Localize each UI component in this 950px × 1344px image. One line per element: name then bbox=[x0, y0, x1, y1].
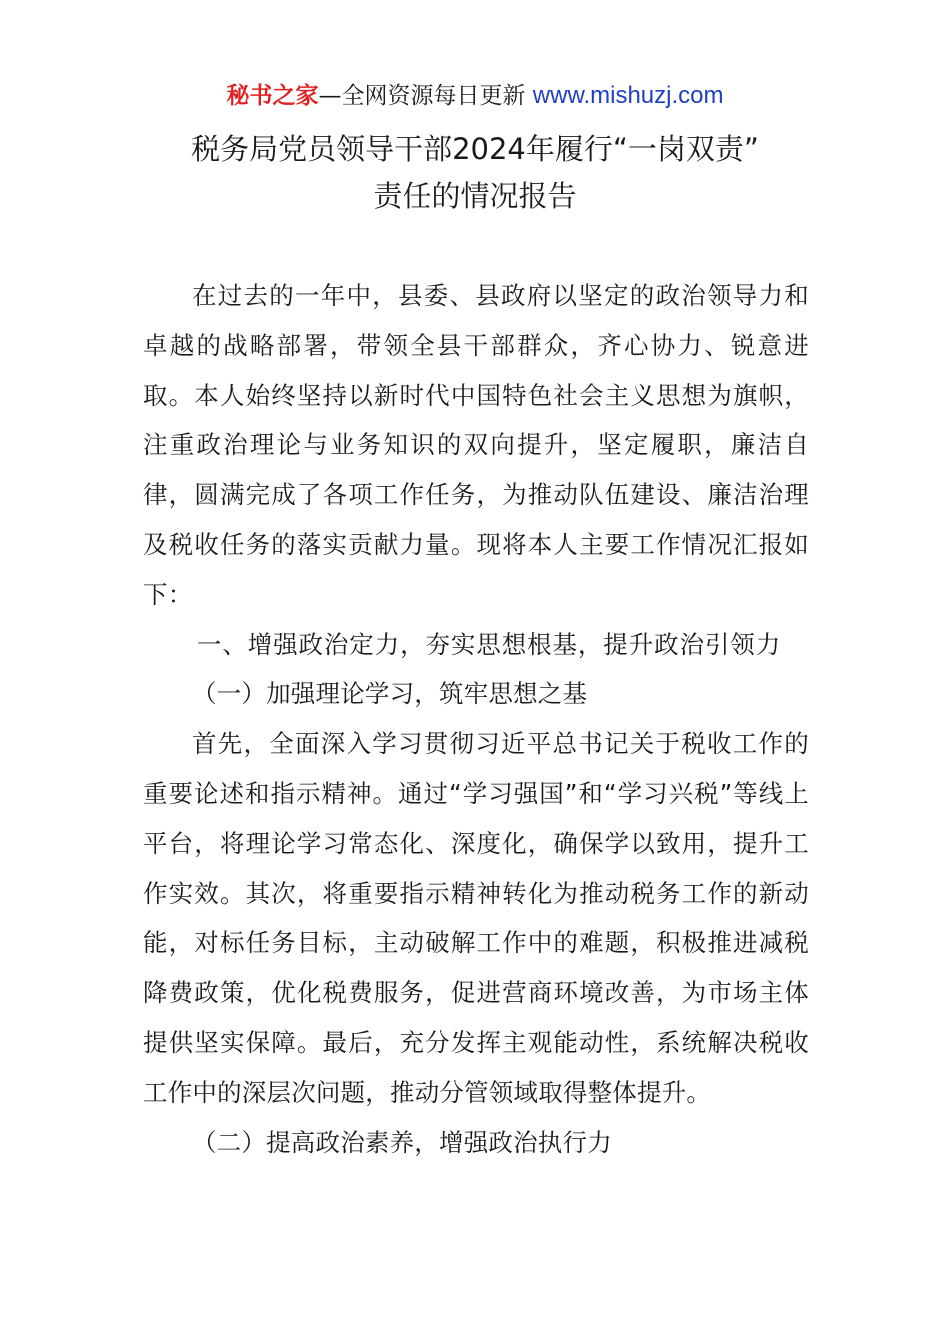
section-heading-1: 一、增强政治定力，夯实思想根基，提升政治引领力 bbox=[196, 629, 782, 659]
document-body bbox=[143, 271, 809, 1167]
site-name: 秘书之家 bbox=[226, 83, 319, 109]
site-tagline: —全网资源每日更新 bbox=[318, 83, 533, 109]
site-header bbox=[0, 80, 950, 112]
intro-paragraph: 在过去的一年中，县委、县政府以坚定的政治领导力和卓越的战略部署，带领全县干部群众，齐心协力、锐意进取。本人始终坚持以新时代中国特色社会主义思想为旗帜，注重政治理论与业务知识的双向提升，坚定履职，廉洁自律，圆满完成了各项工作任务，为推动队伍建设、廉洁治理及税收任务的落实贡献力量。现将本人主要工作情况汇报如下： bbox=[143, 281, 809, 609]
subsection-heading-2: （二）提高政治素养，增强政治执行力 bbox=[192, 1127, 612, 1157]
subsection-heading-1: （一）加强理论学习，筑牢思想之基 bbox=[192, 679, 588, 709]
body-paragraph: 首先，全面深入学习贯彻习近平总书记关于税收工作的重要论述和指示精神。通过“学习强国”和“学习兴税”等线上平台，将理论学习常态化、深度化，确保学以致用，提升工作实效。其次，将重要指示精神转化为推动税务工作的新动能，对标任务目标，主动破解工作中的难题，积极推进减税降费政策，优化税费服务，促进营商环境改善，为市场主体提供坚实保障。最后，充分发挥主观能动性，系统解决税收工作中的深层次问题，推动分管领域取得整体提升。 bbox=[143, 729, 809, 1107]
document-title-line-2: 责任的情况报告 bbox=[373, 179, 577, 213]
document-title bbox=[60, 126, 890, 220]
site-url-link[interactable]: www.mishuzj.com bbox=[532, 82, 724, 109]
document-title-line-1: 税务局党员领导干部2024年履行“一岗双责” bbox=[191, 132, 759, 166]
